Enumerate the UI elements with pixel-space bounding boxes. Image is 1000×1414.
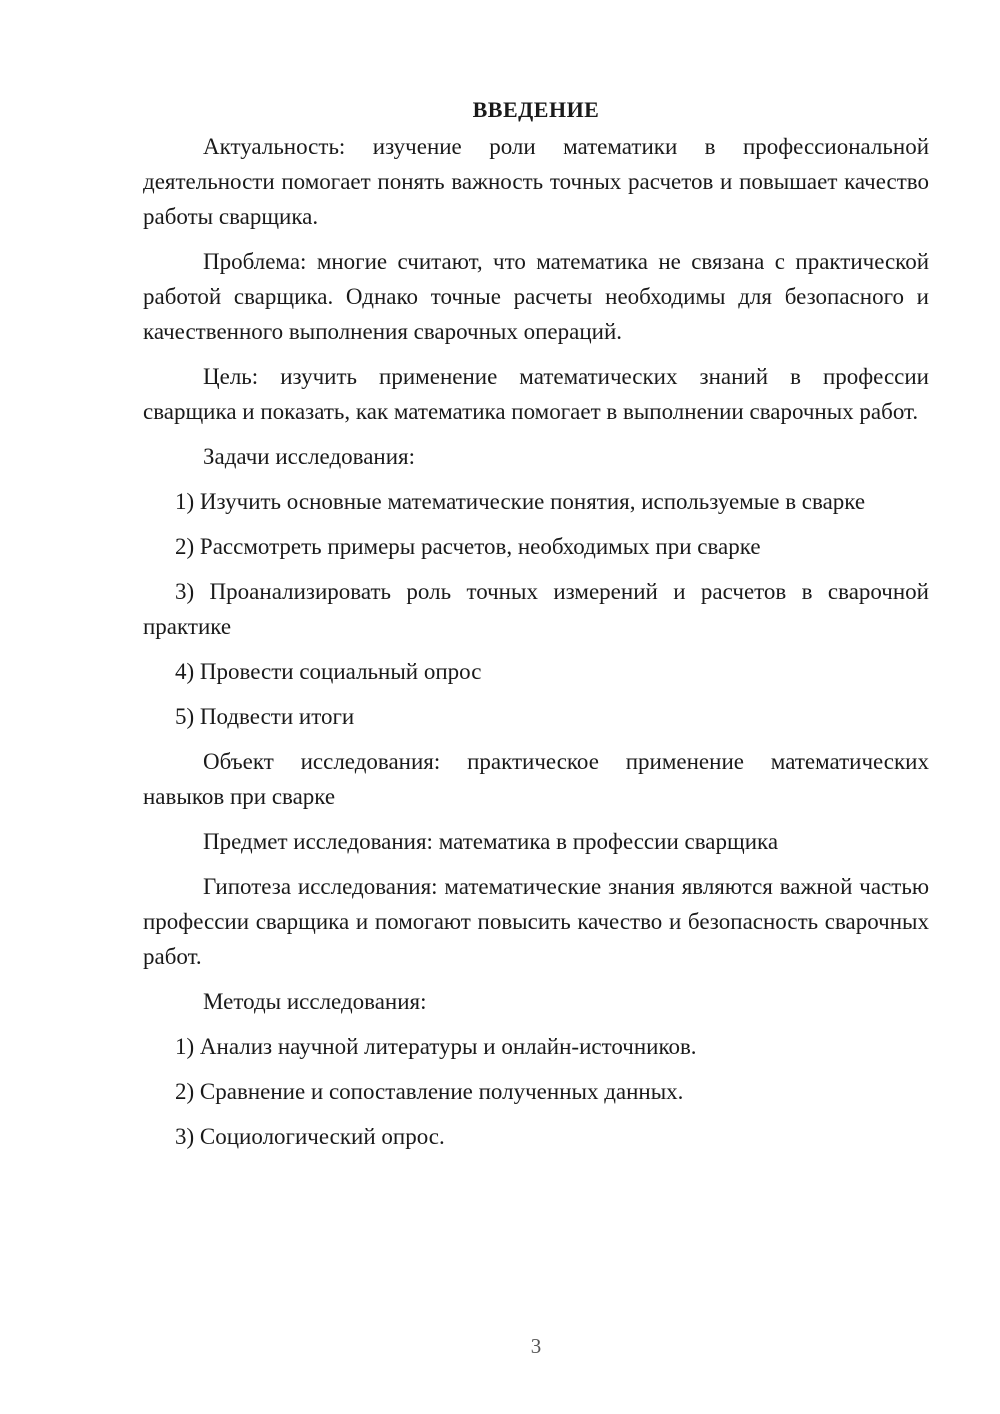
task-item: 2) Рассмотреть примеры расчетов, необходимых при сварке	[175, 534, 761, 559]
document-body	[143, 92, 929, 1164]
section-title: ВВЕДЕНИЕ	[472, 97, 600, 122]
problem-paragraph: Проблема: многие считают, что математика не связана с практической работой сварщика. Однако точные расчеты необходимы для безопасного и качественного выполнения сварочных операций.	[143, 249, 929, 344]
task-item: 4) Провести социальный опрос	[175, 659, 482, 684]
hypothesis-paragraph: Гипотеза исследования: математические знания являются важной частью профессии сварщика и помогают повысить качество и безопасность сварочных работ.	[143, 874, 929, 969]
method-item: 3) Социологический опрос.	[175, 1124, 445, 1149]
task-item: 3) Проанализировать роль точных измерений и расчетов в сварочной практике	[143, 579, 929, 639]
object-paragraph: Объект исследования: практическое применение математических навыков при сварке	[143, 749, 929, 809]
method-item: 1) Анализ научной литературы и онлайн-источников.	[175, 1034, 697, 1059]
task-item: 5) Подвести итоги	[175, 704, 355, 729]
method-item: 2) Сравнение и сопоставление полученных данных.	[175, 1079, 684, 1104]
page-number: 3	[530, 1334, 542, 1358]
relevance-paragraph: Актуальность: изучение роли математики в профессиональной деятельности помогает понять важность точных расчетов и повышает качество работы сварщика.	[143, 134, 929, 229]
task-item: 1) Изучить основные математические понятия, используемые в сварке	[175, 489, 866, 514]
subject-paragraph: Предмет исследования: математика в профессии сварщика	[203, 829, 779, 854]
goal-paragraph: Цель: изучить применение математических знаний в профессии сварщика и показать, как математика помогает в выполнении сварочных работ.	[143, 364, 929, 424]
methods-heading: Методы исследования:	[203, 989, 427, 1014]
tasks-heading: Задачи исследования:	[203, 444, 416, 469]
